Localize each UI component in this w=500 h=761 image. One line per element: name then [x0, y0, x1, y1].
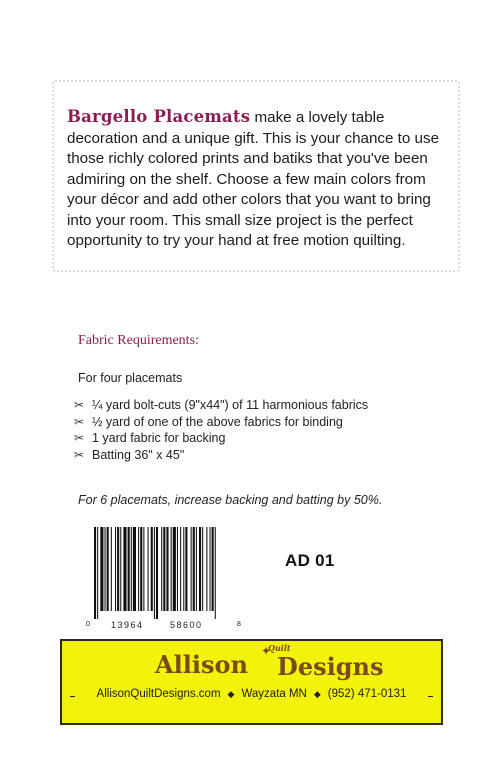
contact-line	[62, 688, 441, 700]
barcode-bar	[128, 527, 130, 611]
barcode-bar	[206, 527, 207, 611]
product-title: Bargello Placemats	[67, 107, 251, 126]
barcode-bar	[156, 527, 158, 619]
barcode-digit-left: 0	[86, 621, 90, 628]
barcode-group-2: 58600	[170, 620, 203, 630]
product-code: AD 01	[285, 551, 335, 570]
fabric-list	[74, 397, 368, 463]
barcode-bar	[133, 527, 136, 611]
barcode-bar	[171, 527, 172, 611]
barcode-bar	[183, 527, 184, 611]
barcode-bar	[97, 527, 98, 619]
star-icon: ✦	[261, 644, 272, 658]
barcode-bar	[120, 527, 121, 611]
barcode-bar	[177, 527, 178, 611]
logo-designs: Designs	[277, 652, 384, 681]
barcode-bar	[151, 527, 153, 611]
barcode-bar	[196, 527, 197, 611]
barcode-bar	[154, 527, 155, 619]
barcode-bar	[173, 527, 176, 611]
list-item: ✂ 1 yard fabric for backing	[74, 431, 226, 445]
scissors-icon: ✂	[74, 414, 85, 429]
barcode-bar	[143, 527, 144, 611]
barcode-bar	[94, 527, 96, 619]
barcode-bar	[199, 527, 201, 611]
quantity-note: For 6 placemats, increase backing and batting by 50%.	[78, 493, 383, 507]
description-text	[67, 107, 451, 252]
barcode-bar	[191, 527, 192, 611]
divider	[428, 696, 433, 697]
barcode-bar	[215, 527, 216, 619]
barcode-bar	[138, 527, 139, 611]
barcode-bar	[212, 527, 214, 611]
barcode-bar	[115, 527, 116, 611]
scissors-icon: ✂	[74, 431, 85, 445]
barcode-bar	[117, 527, 119, 611]
barcode-bar	[210, 527, 211, 611]
scissors-icon: ✂	[74, 398, 85, 412]
logo-allison: Allison	[155, 650, 248, 679]
description-body: make a lovely table decoration and a unique gift. This is your chance to use those richly colored prints and batiks that you've been admiring on the shelf. Choose a few main colors from your décor and add other colors that you want to bring into your room. This small size project is the perfect opportunity to try your hand at free motion quilting.	[67, 109, 440, 249]
barcode-bar	[193, 527, 195, 611]
barcode-bar	[185, 527, 187, 611]
barcode-bar	[202, 527, 203, 611]
barcode-bar	[163, 527, 165, 611]
barcode-bar	[148, 527, 149, 611]
fabric-requirements-heading: Fabric Requirements:	[78, 333, 199, 348]
scissors-icon: ✂	[74, 447, 85, 462]
logo-quilt-text: Quilt	[268, 643, 291, 653]
list-item: ✂ Batting 36" x 45"	[74, 447, 185, 462]
city-text: Wayzata MN	[241, 688, 307, 700]
bullet-icon: ◆	[313, 689, 321, 699]
list-item: ✂ ¼ yard bolt-cuts (9"x44") of 11 harmonious fabrics	[74, 398, 369, 412]
bullet-icon: ◆	[227, 689, 235, 699]
barcode-bar	[161, 527, 162, 611]
barcode-bars	[84, 527, 246, 619]
barcode-digit-right: 8	[237, 621, 241, 628]
brand-banner	[60, 639, 443, 725]
fabric-subheading: For four placemats	[78, 371, 183, 385]
website-text: AllisonQuiltDesigns.com	[96, 688, 221, 700]
phone-text: (952) 471-0131	[327, 688, 407, 700]
barcode-bar	[111, 527, 112, 611]
barcode-bar	[100, 527, 103, 611]
barcode-group-1: 13964	[111, 620, 144, 630]
barcode-bar	[180, 527, 181, 611]
barcode	[84, 527, 246, 633]
barcode-bar	[107, 527, 109, 611]
list-item: ✂ ½ yard of one of the above fabrics for binding	[74, 414, 343, 429]
barcode-bar	[123, 527, 126, 611]
barcode-bar	[105, 527, 106, 611]
barcode-bar	[140, 527, 142, 611]
barcode-bar	[131, 527, 132, 611]
barcode-bar	[166, 527, 168, 611]
